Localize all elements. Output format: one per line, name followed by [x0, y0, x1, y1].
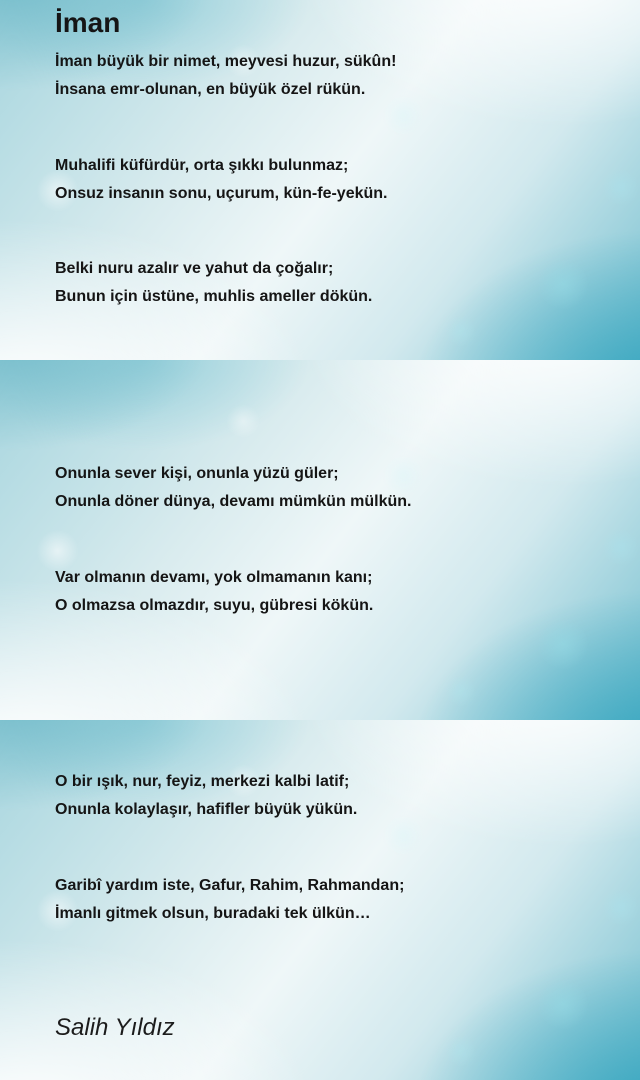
author-name: Salih Yıldız — [55, 1014, 175, 1041]
stanza-4 — [55, 460, 620, 516]
poem-line: Var olmanın devamı, yok olmamanın kanı; — [55, 569, 373, 586]
stanza-5 — [55, 564, 620, 620]
poem-line: Onunla kolaylaşır, hafifler büyük yükün. — [55, 801, 358, 818]
poem-title: İman — [55, 7, 121, 38]
poem-line: Onunla sever kişi, onunla yüzü güler; — [55, 465, 339, 482]
poem-line: İman büyük bir nimet, meyvesi huzur, sükûn! — [55, 53, 397, 70]
poem-line: Onunla döner dünya, devamı mümkün mülkün. — [55, 493, 412, 510]
poem-line: Belki nuru azalır ve yahut da çoğalır; — [55, 260, 334, 277]
poem-line: O bir ışık, nur, feyiz, merkezi kalbi latif; — [55, 773, 350, 790]
stanza-7 — [55, 872, 620, 928]
stanza-3 — [55, 255, 620, 311]
poem-line: İmanlı gitmek olsun, buradaki tek ülkün… — [55, 905, 371, 922]
stanza-1 — [55, 48, 620, 104]
poem-line: Bunun için üstüne, muhlis ameller dökün. — [55, 288, 373, 305]
poem-line: Onsuz insanın sonu, uçurum, kün-fe-yekün. — [55, 185, 388, 202]
poem-line: O olmazsa olmazdır, suyu, gübresi kökün. — [55, 597, 374, 614]
stanza-6 — [55, 768, 620, 824]
stanza-2 — [55, 152, 620, 208]
poem-line: Garibî yardım iste, Gafur, Rahim, Rahmandan; — [55, 877, 405, 894]
poem-line: Muhalifi küfürdür, orta şıkkı bulunmaz; — [55, 157, 349, 174]
poem-line: İnsana emr-olunan, en büyük özel rükün. — [55, 81, 366, 98]
